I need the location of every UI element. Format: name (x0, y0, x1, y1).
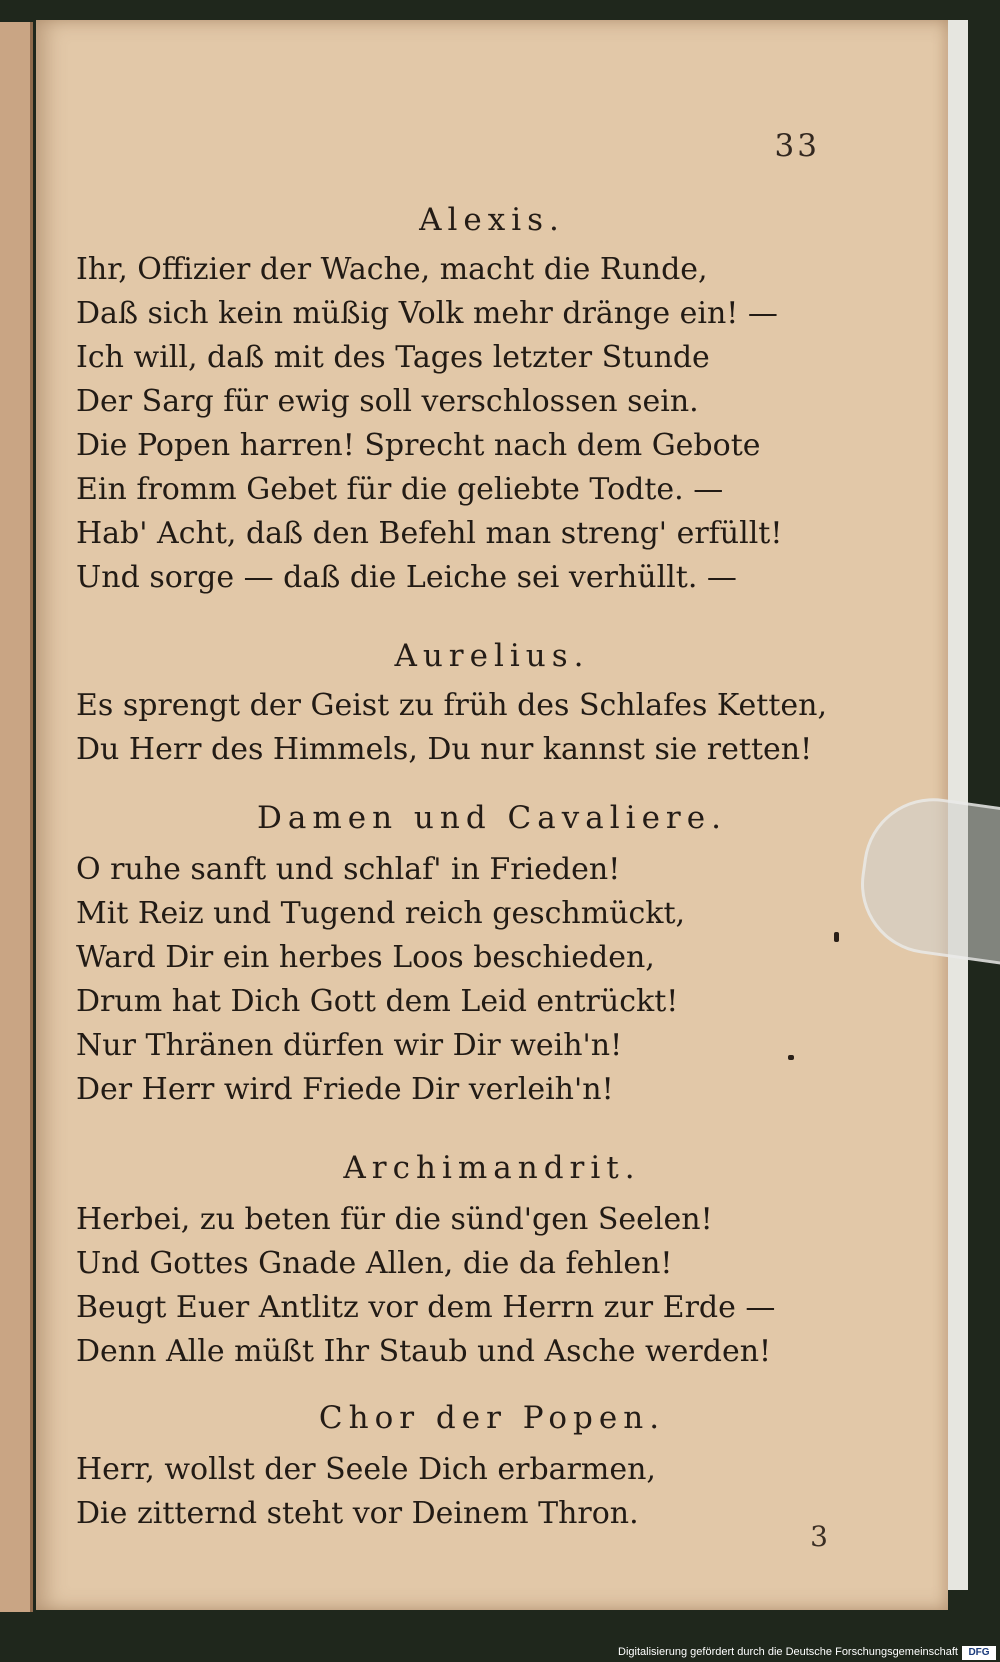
speaker-heading: Damen und Cavaliere. (257, 800, 727, 836)
signature-mark: 3 (810, 1520, 828, 1553)
speaker-heading: Alexis. (419, 202, 565, 238)
verse-line: Ward Dir ein herbes Loos beschieden, (76, 940, 655, 975)
page-number: 33 (774, 128, 820, 164)
verse-line: Beugt Euer Antlitz vor dem Herrn zur Erde — (76, 1290, 776, 1325)
verse-line: Du Herr des Himmels, Du nur kannst sie retten! (76, 732, 813, 767)
verse-line: Nur Thränen dürfen wir Dir weih'n! (76, 1028, 623, 1063)
verse-line: Herr, wollst der Seele Dich erbarmen, (76, 1452, 656, 1487)
speaker-heading: Archimandrit. (343, 1150, 641, 1186)
previous-page-edge (0, 22, 33, 1612)
ink-speck (834, 932, 839, 942)
verse-line: Drum hat Dich Gott dem Leid entrückt! (76, 984, 679, 1019)
verse-block (76, 684, 906, 772)
verse-line: Und sorge — daß die Leiche sei verhüllt. — (76, 560, 737, 595)
verse-line: Ein fromm Gebet für die geliebte Todte. — (76, 472, 724, 507)
digitization-credit: Digitalisierung gefördert durch die Deutsche Forschungsgemeinschaft (618, 1646, 958, 1658)
verse-block (76, 1198, 906, 1374)
verse-line: Ihr, Offizier der Wache, macht die Runde, (76, 252, 708, 287)
verse-block (76, 1448, 906, 1536)
verse-line: Der Herr wird Friede Dir verleih'n! (76, 1072, 614, 1107)
verse-block (76, 848, 906, 1112)
dfg-logo: DFG (962, 1646, 996, 1660)
speaker-heading: Aurelius. (394, 638, 590, 674)
book-page (36, 20, 948, 1610)
verse-line: Ich will, daß mit des Tages letzter Stunde (76, 340, 710, 375)
verse-line: Und Gottes Gnade Allen, die da fehlen! (76, 1246, 673, 1281)
verse-line: Hab' Acht, daß den Befehl man streng' erfüllt! (76, 516, 783, 551)
verse-line: Daß sich kein müßig Volk mehr dränge ein! — (76, 296, 778, 331)
verse-line: Die Popen harren! Sprecht nach dem Gebote (76, 428, 761, 463)
verse-line: Denn Alle müßt Ihr Staub und Asche werden! (76, 1334, 772, 1369)
verse-line: Mit Reiz und Tugend reich geschmückt, (76, 896, 686, 931)
verse-block (76, 248, 906, 600)
verse-line: Es sprengt der Geist zu früh des Schlafes Ketten, (76, 688, 827, 723)
verse-line: Herbei, zu beten für die sünd'gen Seelen! (76, 1202, 713, 1237)
verse-line: O ruhe sanft und schlaf' in Frieden! (76, 852, 621, 887)
speaker-heading: Chor der Popen. (318, 1400, 666, 1436)
verse-line: Die zitternd steht vor Deinem Thron. (76, 1496, 639, 1531)
verse-line: Der Sarg für ewig soll verschlossen sein. (76, 384, 699, 419)
ink-speck (788, 1055, 794, 1060)
